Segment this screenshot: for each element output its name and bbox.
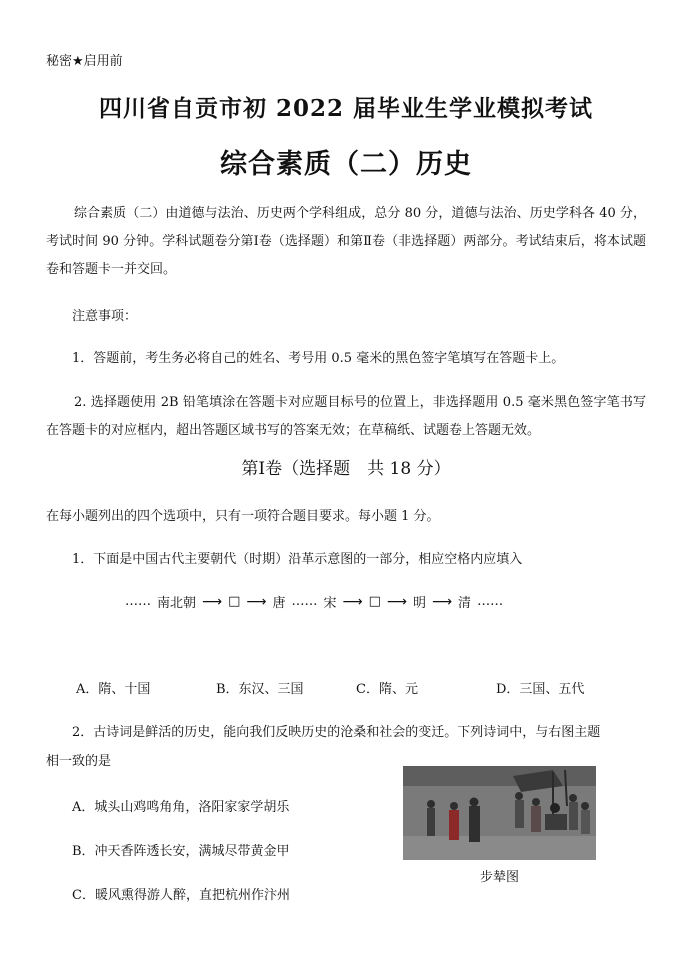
q1-option-d: D．三国、五代: [496, 682, 585, 697]
timeline-tail: ……: [477, 594, 504, 609]
image-caption: 步辇图: [479, 870, 519, 885]
question-1-stem: 1．下面是中国古代主要朝代（时期）沿革示意图的一部分，相应空格内应填入: [72, 552, 523, 567]
arrow-icon: ⟶: [246, 593, 267, 610]
arrow-icon: ⟶: [342, 593, 363, 610]
q1-option-b: B．东汉、三国: [216, 682, 304, 697]
q2-option-b: B．冲天香阵透长安，满城尽带黄金甲: [72, 844, 290, 859]
section-title: 第Ⅰ卷（选择题 共 18 分）: [241, 459, 451, 479]
arrow-icon: ⟶: [431, 593, 453, 610]
question-2-stem: 2．古诗词是鲜活的历史，能向我们反映历史的沧桑和社会的变迁。下列诗词中，与右图主题: [72, 725, 601, 740]
timeline-dynasty-ming: 明: [412, 596, 426, 611]
timeline-blank-box: □: [228, 594, 241, 609]
arrow-icon: ⟶: [202, 593, 223, 610]
timeline-lead: ……: [125, 594, 151, 609]
confidential-label: 秘密★启用前: [46, 54, 123, 69]
q1-option-c: C．隋、元: [356, 682, 418, 697]
timeline-ellipsis: ……: [291, 594, 318, 609]
arrow-icon: ⟶: [386, 593, 407, 610]
timeline-dynasty-nanbeichao: 南北朝: [157, 596, 197, 611]
timeline-blank-box: □: [368, 594, 381, 609]
painting-illustration: [403, 766, 596, 860]
exam-subtitle: 综合素质（二）历史: [220, 149, 472, 180]
q2-option-c: C．暖风熏得游人醉，直把杭州作汴州: [72, 888, 290, 903]
question-2-stem-continued: 相一致的是: [46, 754, 112, 769]
timeline-dynasty-qing: 清: [458, 596, 472, 611]
dynasty-timeline: [125, 592, 503, 611]
exam-title: 四川省自贡市初 2022 届毕业生学业模拟考试: [98, 95, 594, 122]
notice-heading: 注意事项：: [72, 309, 138, 324]
bunian-tu-painting: [403, 766, 596, 860]
q1-option-a: A．隋、十国: [76, 682, 151, 697]
notice-item-2: 2. 选择题使用 2B 铅笔填涂在答题卡对应题目标号的位置上，非选择题用 0.5 毫米黑色签字笔书写在答题卡的对应框内，超出答题区域书写的答案无效；在草稿纸、试题卷上答题无效。: [46, 395, 646, 438]
timeline-dynasty-song: 宋: [323, 596, 337, 611]
notice-item-1: 1．答题前，考生务必将自己的姓名、考号用 0.5 毫米的黑色签字笔填写在答题卡上。: [72, 351, 565, 366]
section-instruction: 在每小题列出的四个选项中，只有一项符合题目要求。每小题 1 分。: [46, 509, 440, 524]
q2-option-a: A．城头山鸡鸣角角，洛阳家家学胡乐: [72, 800, 290, 815]
intro-paragraph: 综合素质（二）由道德与法治、历史两个学科组成，总分 80 分，道德与法治、历史学科各 40 分，考试时间 90 分钟。学科试题卷分第Ⅰ卷（选择题）和第Ⅱ卷（非选择题）两部分。考试结束后，将本试题卷和答题卡一并交回。: [46, 206, 646, 277]
timeline-dynasty-tang: 唐: [272, 596, 286, 611]
